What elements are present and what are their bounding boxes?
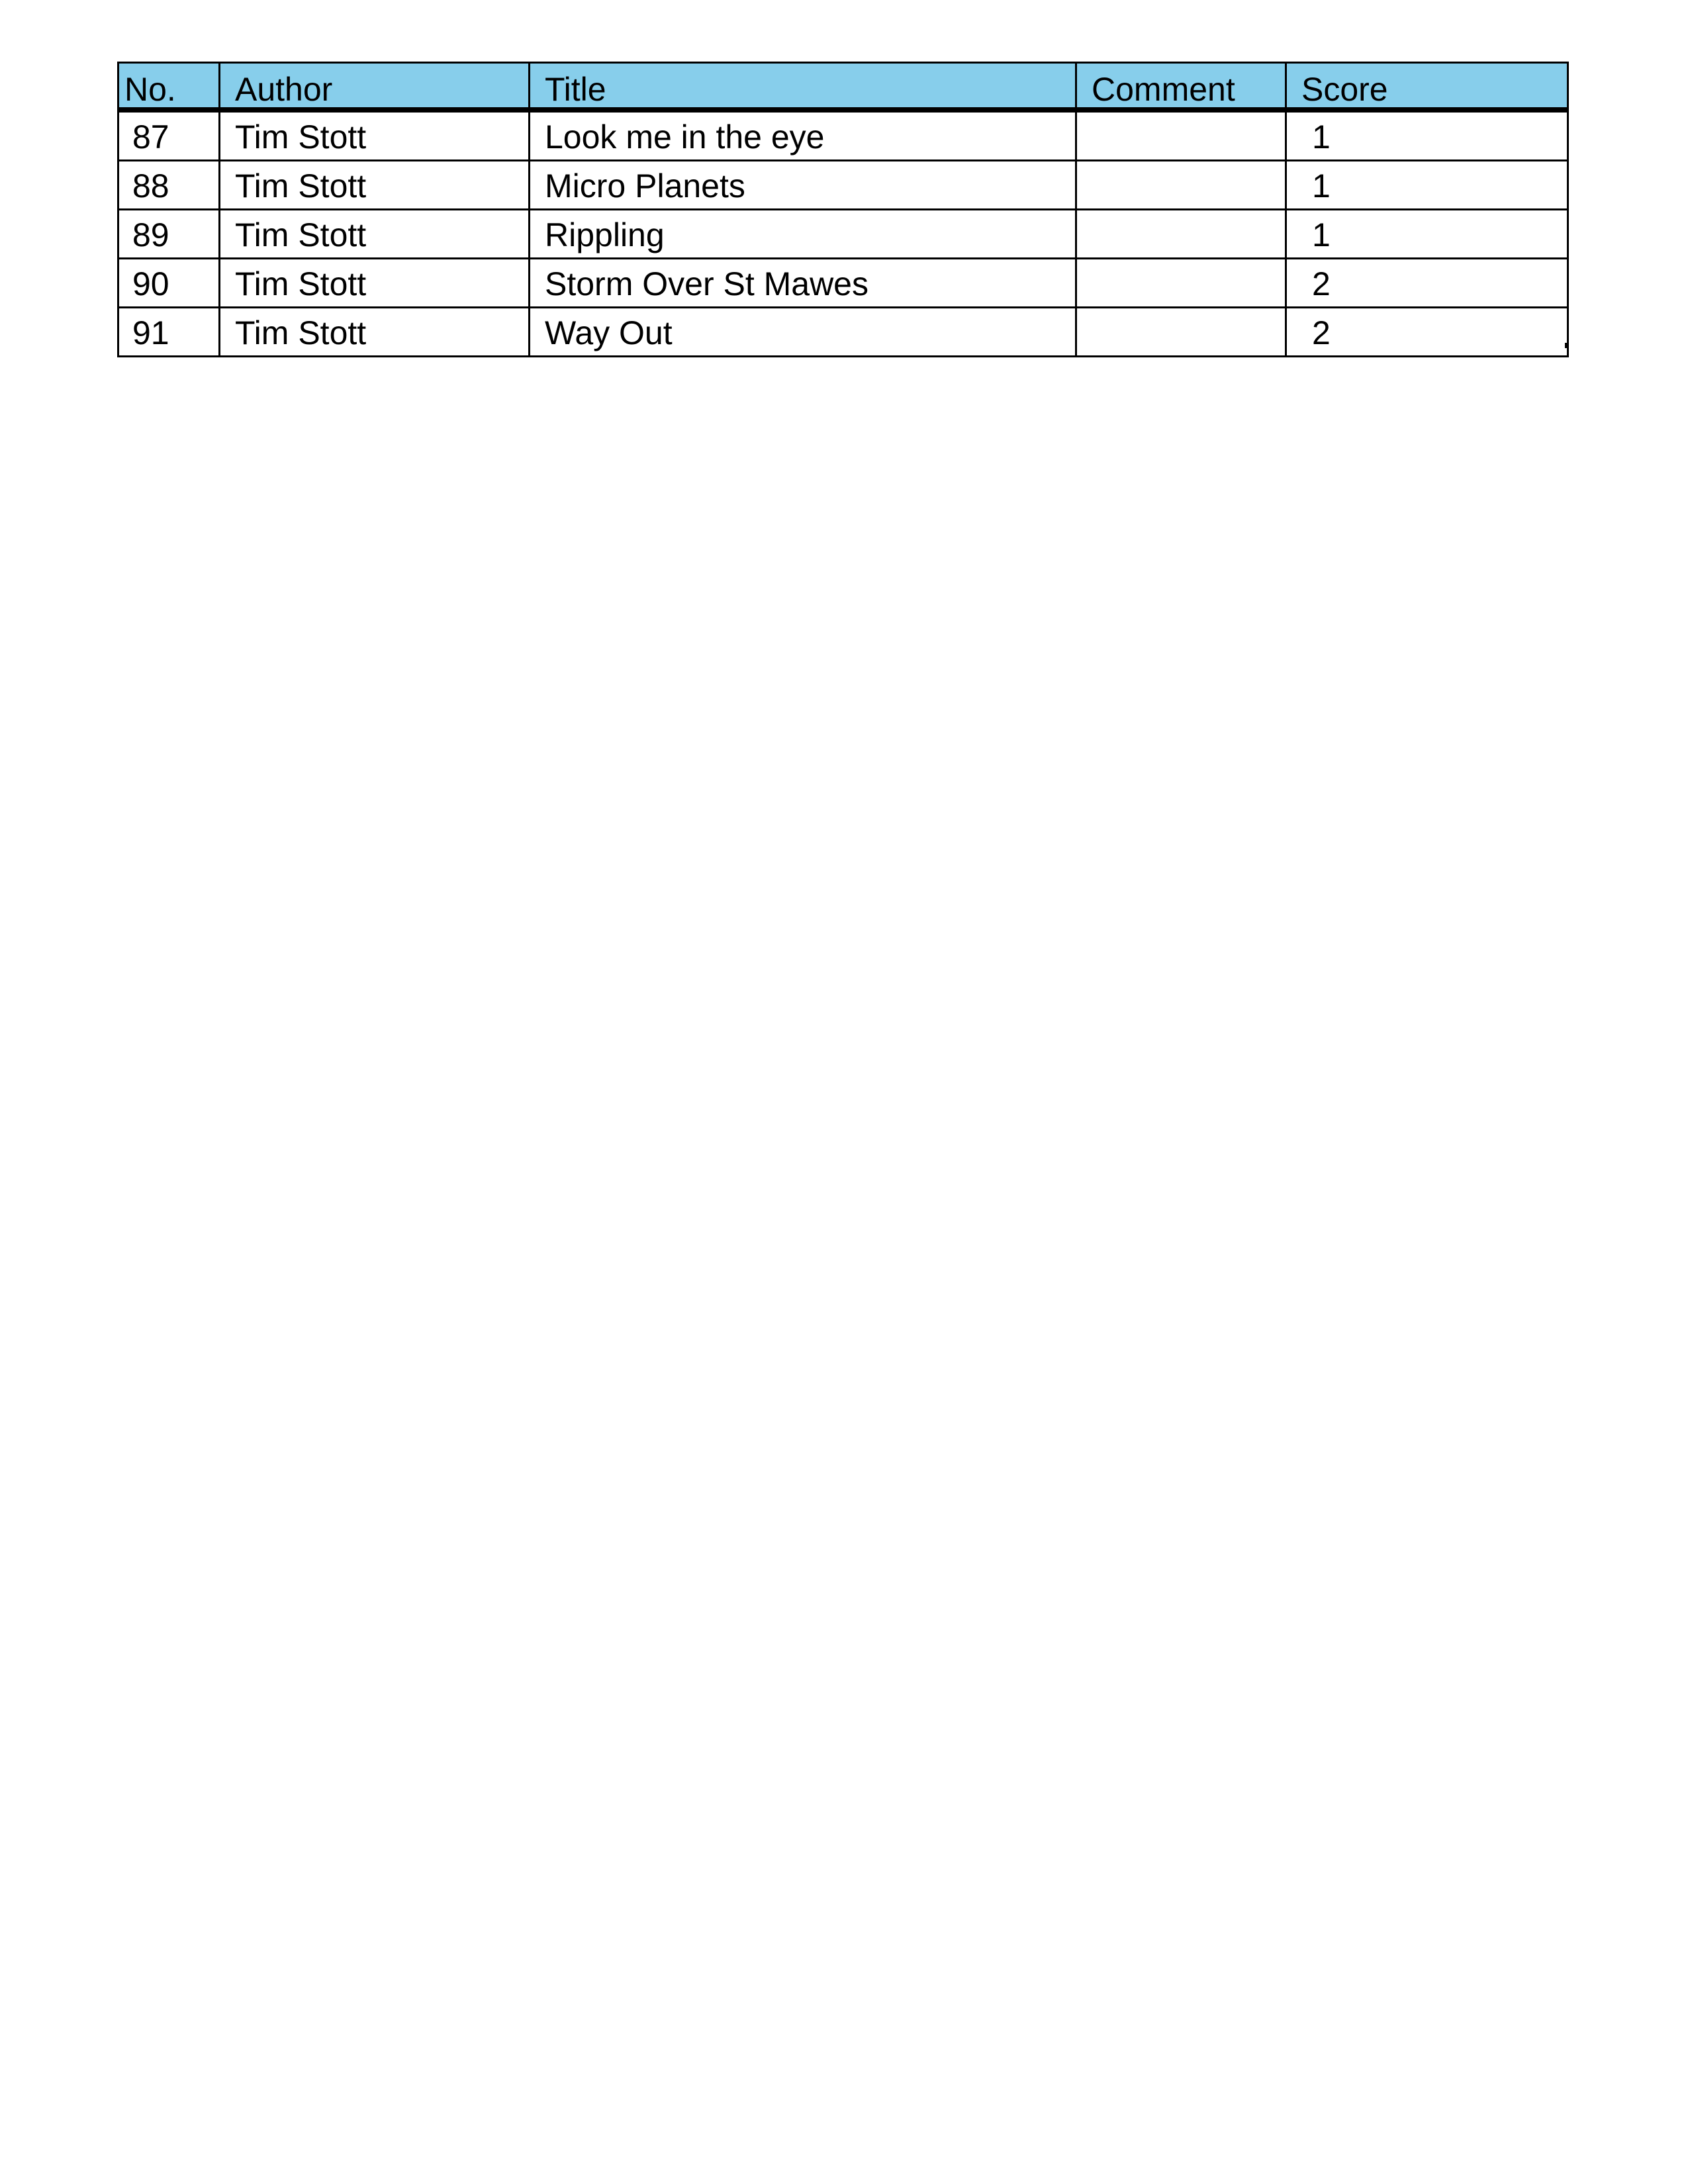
cell-title: Look me in the eye <box>530 110 1076 161</box>
cell-comment <box>1076 259 1286 308</box>
column-header-score: Score <box>1286 63 1568 111</box>
cell-score: 1 <box>1286 110 1568 161</box>
grid-line-stub <box>117 343 119 348</box>
score-sheet <box>117 62 1567 357</box>
cell-title: Micro Planets <box>530 161 1076 210</box>
cell-title: Rippling <box>530 210 1076 259</box>
cell-author: Tim Stott <box>220 210 530 259</box>
table-row <box>118 110 1568 161</box>
column-header-author: Author <box>220 63 530 111</box>
cell-no: 91 <box>118 308 220 357</box>
cell-score: 1 <box>1286 161 1568 210</box>
cell-no: 87 <box>118 110 220 161</box>
cell-author: Tim Stott <box>220 259 530 308</box>
header-row <box>118 63 1568 111</box>
cell-author: Tim Stott <box>220 161 530 210</box>
cell-no: 90 <box>118 259 220 308</box>
cell-title: Way Out <box>530 308 1076 357</box>
cell-title: Storm Over St Mawes <box>530 259 1076 308</box>
scores-table <box>117 62 1569 357</box>
cell-comment <box>1076 161 1286 210</box>
cell-score: 2 <box>1286 308 1568 357</box>
column-header-comment: Comment <box>1076 63 1286 111</box>
table-row <box>118 210 1568 259</box>
cell-comment <box>1076 210 1286 259</box>
table-row <box>118 259 1568 308</box>
column-header-no: No. <box>118 63 220 111</box>
cell-author: Tim Stott <box>220 308 530 357</box>
cell-score: 2 <box>1286 259 1568 308</box>
grid-line-stub <box>218 343 220 348</box>
cell-comment <box>1076 110 1286 161</box>
cell-no: 89 <box>118 210 220 259</box>
cell-comment <box>1076 308 1286 357</box>
cell-no: 88 <box>118 161 220 210</box>
table-body <box>118 110 1568 357</box>
table-row <box>118 161 1568 210</box>
column-header-title: Title <box>530 63 1076 111</box>
cell-score: 1 <box>1286 210 1568 259</box>
table-row <box>118 308 1568 357</box>
cell-author: Tim Stott <box>220 110 530 161</box>
table-header <box>118 63 1568 111</box>
grid-line-stub <box>1565 343 1567 348</box>
